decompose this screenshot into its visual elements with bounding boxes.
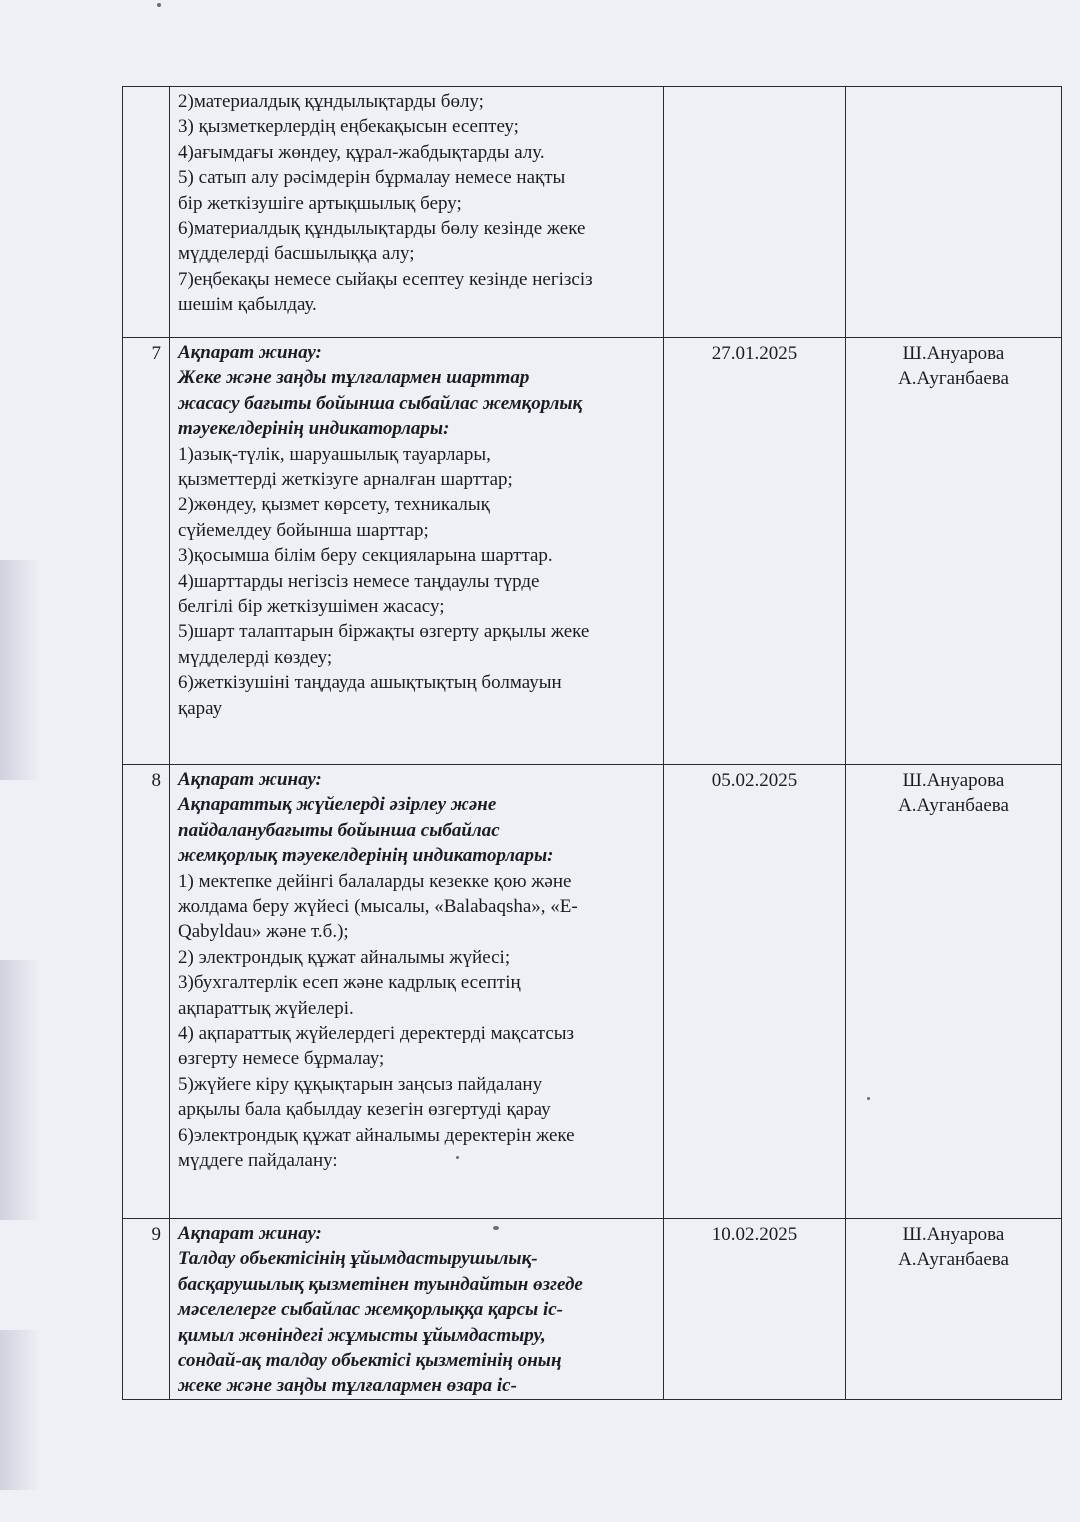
scan-smudge	[0, 960, 40, 1220]
heading-line: басқарушылық қызметінен туындайтын өзгеде	[178, 1273, 583, 1295]
row-description	[170, 338, 664, 765]
item-line: 2) электрондық құжат айналымы жүйесі;	[178, 946, 511, 968]
row-responsible	[846, 87, 1062, 338]
row-number	[123, 87, 170, 338]
row-date	[664, 338, 846, 765]
heading-line: жеке және заңды тұлғалармен өзара іс-	[178, 1375, 517, 1397]
heading-line: тәуекелдерінің индикаторлары:	[178, 418, 450, 440]
row-responsible	[846, 765, 1062, 1219]
item-line: арқылы бала қабылдау кезегін өзгертуді қарау	[178, 1099, 551, 1121]
item-line: 6)жеткізушіні таңдауда ашықтықтың болмауын	[178, 672, 562, 694]
item-line: қарау	[178, 697, 223, 719]
item-line: 1)азық-түлік, шаруашылық тауарлары,	[178, 443, 491, 465]
row-description	[170, 87, 664, 338]
item-line: 5)шарт талаптарын біржақты өзгерту арқылы жеке	[178, 621, 590, 643]
scan-smudge	[0, 1330, 40, 1490]
heading-line: пайдаланубағыты бойынша сыбайлас	[178, 819, 500, 841]
responsible-name: А.Ауганбаева	[898, 1249, 1009, 1271]
row-description	[170, 765, 664, 1219]
responsible-name: Ш.Ануарова	[902, 770, 1005, 791]
item-line: 7)еңбекақы немесе сыйақы есептеу кезінде негізсіз	[178, 268, 593, 290]
item-line: 6)материалдық құндылықтарды бөлу кезінде жеке	[178, 218, 586, 240]
row-number-text: 9	[151, 1224, 161, 1245]
item-line: 3) қызметкерлердің еңбекақысын есептеу;	[178, 116, 519, 138]
row-responsible	[846, 1219, 1062, 1400]
responsible-name: Ш.Ануарова	[902, 343, 1005, 364]
item-line: 5)жүйеге кіру құқықтарын заңсыз пайдалану	[178, 1073, 543, 1095]
row-number-text: 8	[151, 770, 161, 791]
item-line: 3)бухгалтерлік есеп және кадрлық есептің	[178, 972, 521, 994]
heading-line: жасасу бағыты бойынша сыбайлас жемқорлық	[178, 392, 583, 414]
responsible-name: А.Ауганбаева	[898, 368, 1009, 390]
item-line: қызметтерді жеткізуге арналған шарттар;	[178, 469, 513, 491]
item-line: сүйемелдеу бойынша шарттар;	[178, 519, 429, 541]
item-line: ақпараттық жүйелері.	[178, 997, 354, 1019]
item-line: шешім қабылдау.	[178, 294, 317, 316]
item-line: белгілі бір жеткізушімен жасасу;	[178, 596, 445, 618]
heading-line: Ақпарат жинау:	[178, 769, 322, 790]
table-row	[123, 1219, 1062, 1400]
row-date	[664, 765, 846, 1219]
row-number	[123, 338, 170, 765]
date-text: 10.02.2025	[711, 1224, 798, 1245]
row-number-text: 7	[151, 343, 161, 364]
heading-line: Ақпарат жинау:	[178, 1223, 322, 1244]
row-number	[123, 765, 170, 1219]
item-line: 5) сатып алу рәсімдерін бұрмалау немесе нақты	[178, 167, 566, 189]
table-row	[123, 338, 1062, 765]
heading-line: қимыл жөніндегі жұмысты ұйымдастыру,	[178, 1324, 546, 1346]
scan-speck	[157, 3, 161, 7]
heading-line: мәселелерге сыбайлас жемқорлыққа қарсы іс-	[178, 1299, 563, 1321]
item-line: 1) мектепке дейінгі балаларды кезекке қою және	[178, 870, 572, 892]
row-number	[123, 1219, 170, 1400]
responsible-name: А.Ауганбаева	[898, 795, 1009, 817]
date-text: 27.01.2025	[711, 343, 798, 364]
item-line: өзгерту немесе бұрмалау;	[178, 1048, 385, 1070]
item-line: 2)материалдық құндылықтарды бөлу;	[178, 91, 484, 112]
item-line: 4)шарттарды негізсіз немесе таңдаулы түрде	[178, 570, 540, 592]
heading-line: Ақпарат жинау:	[178, 342, 322, 363]
heading-line: Талдау обьектісінің ұйымдастырушылық-	[178, 1248, 538, 1270]
item-line: Qabyldau» және т.б.);	[178, 921, 349, 943]
row-description	[170, 1219, 664, 1400]
item-line: 4)ағымдағы жөндеу, құрал-жабдықтарды алу.	[178, 141, 545, 163]
item-line: жолдама беру жүйесі (мысалы, «Balabaqsha», «E-	[178, 896, 578, 918]
item-line: мүдделерді басшылыққа алу;	[178, 243, 415, 265]
table-row	[123, 765, 1062, 1219]
heading-line: сондай-ақ талдау обьектісі қызметінің оның	[178, 1350, 562, 1372]
row-responsible	[846, 338, 1062, 765]
row-date	[664, 87, 846, 338]
heading-line: Жеке және заңды тұлғалармен шарттар	[178, 367, 530, 389]
item-line: мүдделерді көздеу;	[178, 646, 333, 668]
item-line: 4) ақпараттық жүйелердегі деректерді мақсатсыз	[178, 1023, 575, 1045]
date-text: 05.02.2025	[711, 770, 798, 791]
heading-line: жемқорлық тәуекелдерінің индикаторлары:	[178, 845, 554, 867]
item-line: мүддеге пайдалану:	[178, 1150, 338, 1172]
plan-table	[122, 86, 1062, 1400]
item-line: бір жеткізушіге артықшылық беру;	[178, 192, 462, 214]
item-line: 6)электрондық құжат айналымы деректерін жеке	[178, 1124, 575, 1146]
item-line: 3)қосымша білім беру секцияларына шарттар.	[178, 545, 553, 567]
scan-smudge	[0, 560, 40, 780]
responsible-name: Ш.Ануарова	[902, 1224, 1005, 1245]
item-line: 2)жөндеу, қызмет көрсету, техникалық	[178, 494, 490, 516]
table-row	[123, 87, 1062, 338]
heading-line: Ақпараттық жүйелерді әзірлеу және	[178, 794, 497, 816]
row-date	[664, 1219, 846, 1400]
